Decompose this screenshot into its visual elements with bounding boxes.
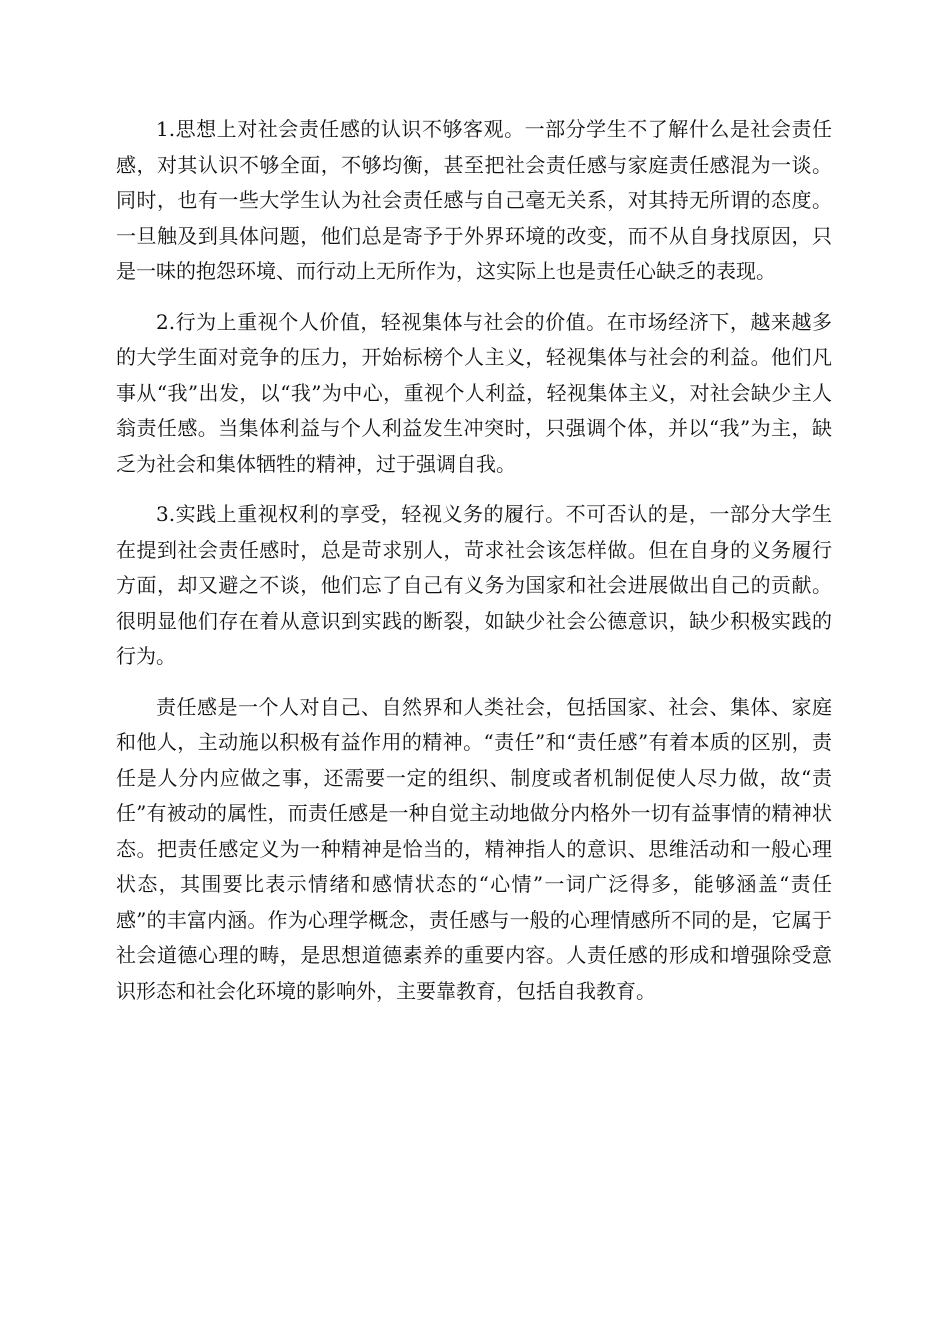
paragraph-point-2: 2.行为上重视个人价值，轻视集体与社会的价值。在市场经济下，越来越多的大学生面对竞争的压力，开始标榜个人主义，轻视集体与社会的利益。他们凡事从“我”出发，以“我”为中心，重视个人利益，轻视集体主义，对社会缺少主人翁责任感。当集体利益与个人利益发生冲突时，只强调个体，并以“我”为主，缺乏为社会和集体牺牲的精神，过于强调自我。: [116, 309, 832, 476]
paragraph-point-1: 1.思想上对社会责任感的认识不够客观。一部分学生不了解什么是社会责任感，对其认识不够全面，不够均衡，甚至把社会责任感与家庭责任感混为一谈。同时，也有一些大学生认为社会责任感与自己毫无关系，对其持无所谓的态度。一旦触及到具体问题，他们总是寄予于外界环境的改变，而不从自身找原因，只是一味的抱怨环境、而行动上无所作为，这实际上也是责任心缺乏的表现。: [116, 117, 832, 283]
paragraph-point-3: 3.实践上重视权利的享受，轻视义务的履行。不可否认的是，一部分大学生在提到社会责任感时，总是苛求别人，苛求社会该怎样做。但在自身的义务履行方面，却又避之不谈，他们忘了自己有义务为国家和社会进展做出自己的贡献。很明显他们存在着从意识到实践的断裂，如缺少社会公德意识，缺少积极实践的行为。: [116, 502, 832, 668]
document-page: [116, 112, 832, 1024]
paragraph-definition: 责任感是一个人对自己、自然界和人类社会，包括国家、社会、集体、家庭和他人，主动施以积极有益作用的精神。“责任”和“责任感”有着本质的区别，责任是人分内应做之事，还需要一定的组织、制度或者机制促使人尽力做，故“责任”有被动的属性，而责任感是一种自觉主动地做分内格外一切有益事情的精神状态。把责任感定义为一种精神是恰当的，精神指人的意识、思维活动和一般心理状态，其围要比表示情绪和感情状态的“心情”一词广泛得多，能够涵盖“责任感”的丰富内涵。作为心理学概念，责任感与一般的心理情感所不同的是，它属于社会道德心理的畴，是思想道德素养的重要内容。人责任感的形成和增强除受意识形态和社会化环境的影响外，主要靠教育，包括自我教育。: [116, 694, 832, 1003]
